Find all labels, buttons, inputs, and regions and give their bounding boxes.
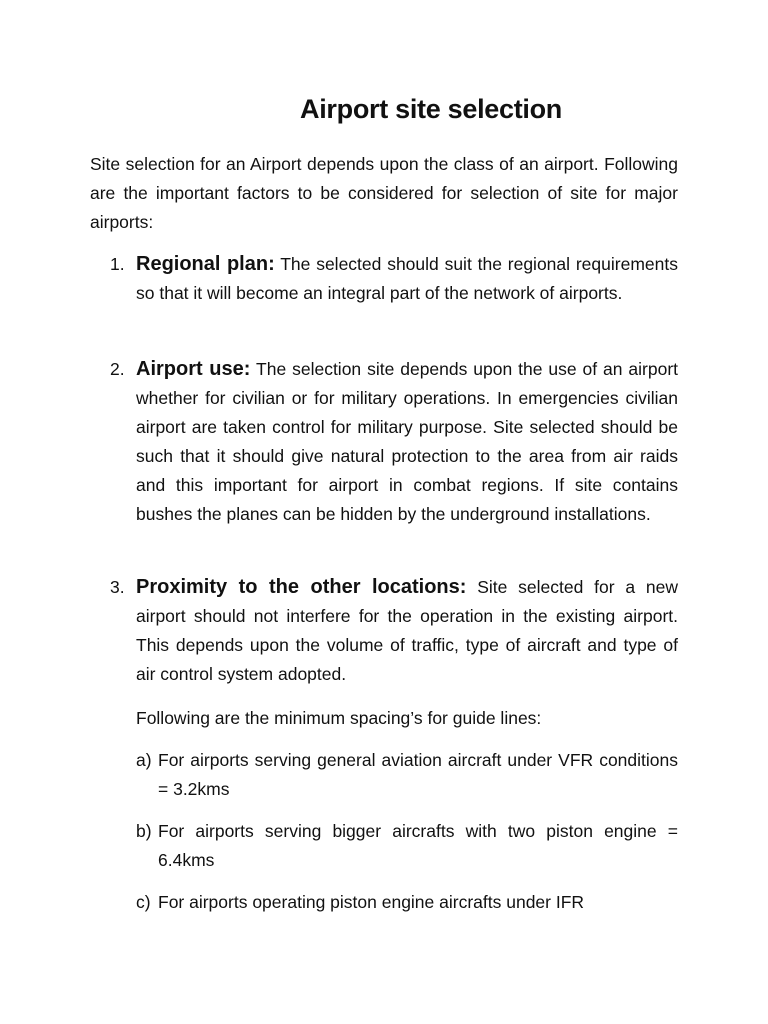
sub-list-text: For airports serving bigger aircrafts with two piston engine = 6.4kms: [158, 821, 678, 870]
list-item-body: [136, 250, 678, 308]
list-item-body: [136, 573, 678, 689]
list-item-body: [136, 355, 678, 529]
list-item-heading: Airport use:: [136, 358, 251, 380]
page-title: Airport site selection: [300, 94, 562, 124]
list-item-heading: Regional plan:: [136, 253, 275, 275]
sub-list-text: For airports serving general aviation aircraft under VFR conditions = 3.2kms: [158, 750, 678, 799]
list-item: [110, 573, 678, 689]
list-item-number: 1.: [110, 254, 125, 274]
list-item-number: 2.: [110, 359, 125, 379]
sub-list-label: b): [136, 821, 152, 841]
sub-list-text: For airports operating piston engine aircrafts under IFR: [158, 892, 585, 912]
sub-list-item: [136, 817, 678, 875]
sub-list-item: [136, 888, 678, 917]
list-item: [110, 355, 678, 529]
list-item-text: The selected should suit the regional requirements so that it will become an integral part of the network of airports.: [136, 254, 678, 303]
list-item-text: The selection site depends upon the use of an airport whether for civilian or for military operations. In emergencies civilian airport are taken control for military purpose. Site selected should be such that it should give natural protection to the area from air raids and this important for airport in combat regions. If site contains bushes the planes can be hidden by the underground installations.: [136, 359, 679, 524]
sub-list-label: a): [136, 750, 152, 770]
sub-list-item: [136, 746, 678, 804]
list-item-number: 3.: [110, 577, 125, 597]
intro-paragraph: Site selection for an Airport depends upon the class of an airport. Following are the important factors to be considered for selection of site for major airports:: [90, 154, 678, 232]
list-item: [110, 250, 678, 308]
list-item-heading: Proximity to the other locations:: [136, 576, 467, 598]
sub-list-label: c): [136, 892, 151, 912]
list-item-text: Site selected for a new airport should not interfere for the operation in the existing airport. This depends upon the volume of traffic, type of aircraft and type of air control system adopted.: [136, 577, 678, 684]
spacing-note: Following are the minimum spacing’s for guide lines:: [136, 708, 542, 728]
